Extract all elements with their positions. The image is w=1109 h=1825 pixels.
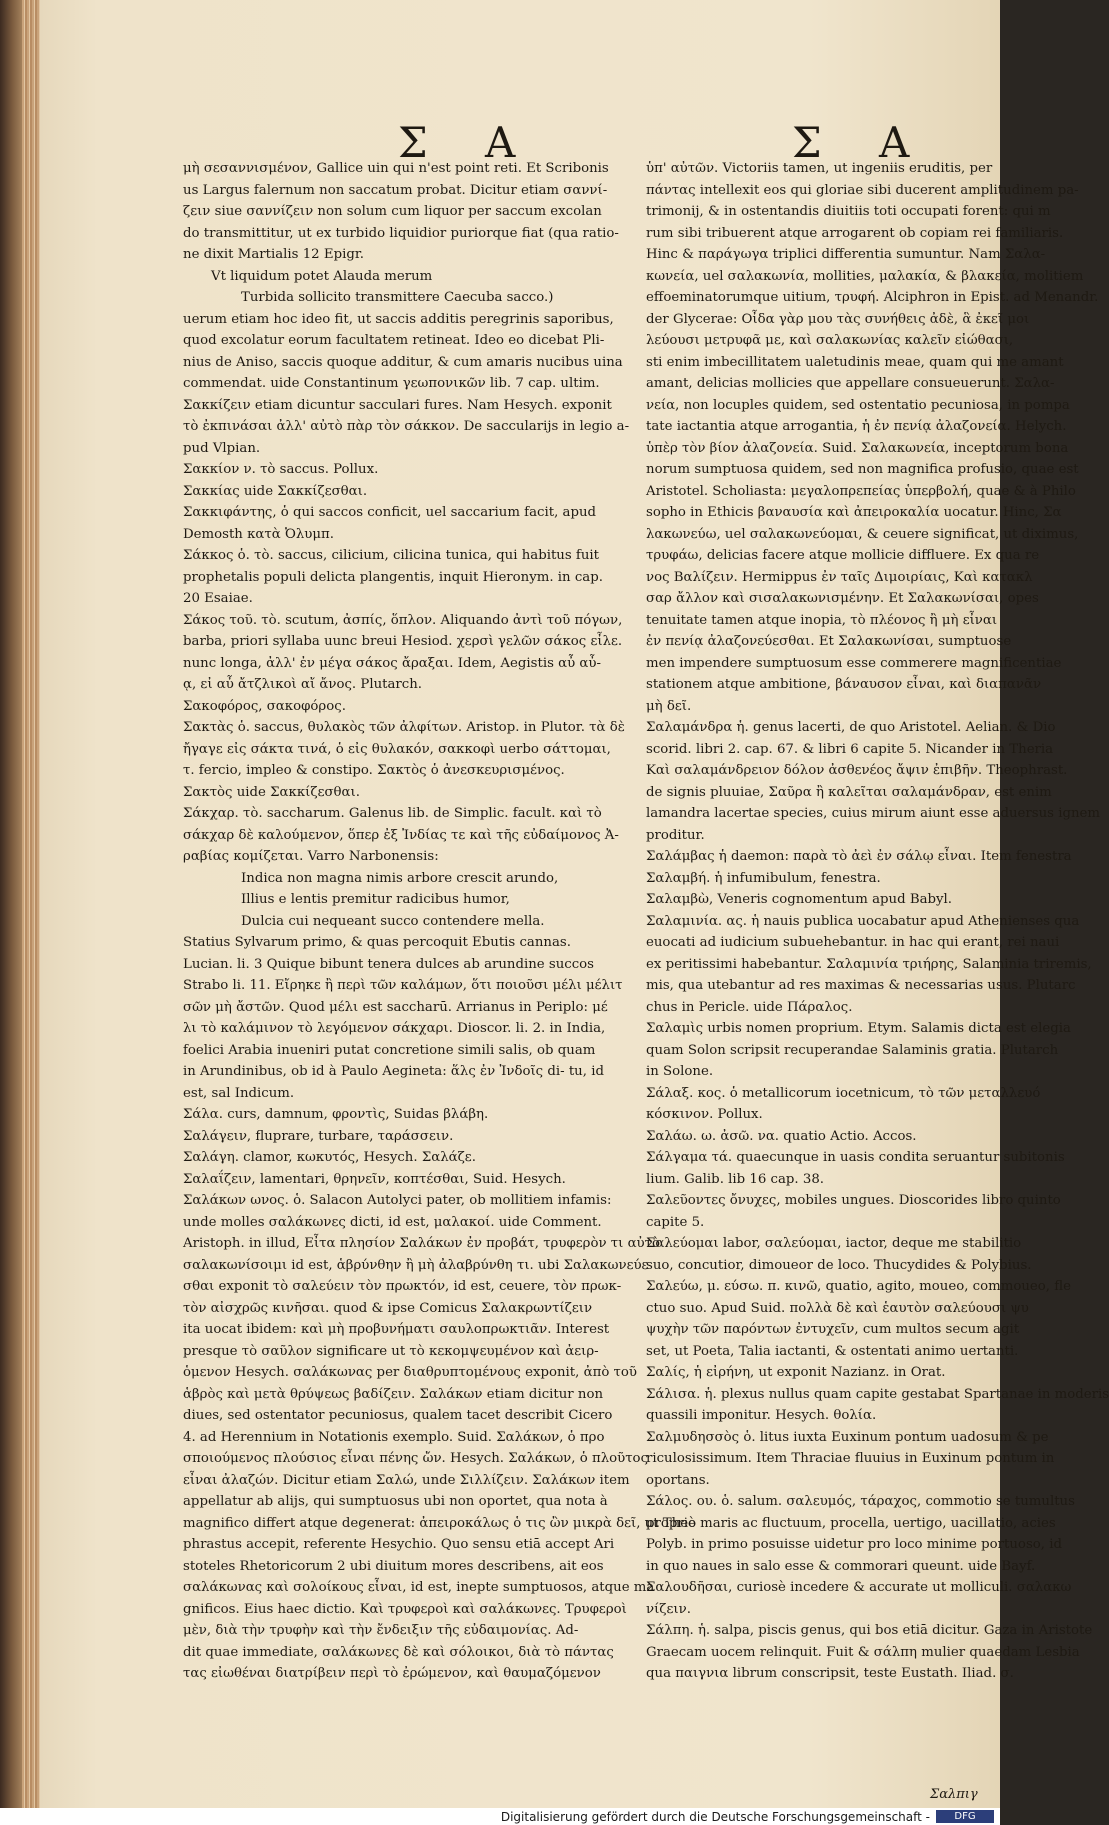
text-line: ctuo suo. Apud Suid. πολλὰ δὲ καὶ ἑαυτὸν σαλεύουσι ψυ bbox=[646, 1300, 1029, 1316]
text-line: ita uocat ibidem: καὶ μὴ προβυνήματι σαυλοπρωκτιᾶν. Interest bbox=[183, 1322, 610, 1337]
text-line: ex peritissimi habebantur. Σαλαμινία τριήρης, Salaminia triremis, bbox=[646, 956, 1092, 972]
running-header-right: Σ Α bbox=[792, 118, 932, 167]
text-line: ἁβρὸς καὶ μετὰ θρύψεως βαδίζειν. Σαλάκων etiam dicitur non bbox=[183, 1386, 604, 1402]
text-line: effoeminatorumque uitium, τρυφή. Alciphron in Epist. ad Menandr. bbox=[646, 290, 1099, 305]
text-line: tate iactantia atque arrogantia, ἡ ἐν πενίᾳ ἀλαζονεία. Helych. bbox=[646, 419, 1067, 434]
text-line: Σαλαΐζειν, lamentari, θρηνεῖν, κοπτέσθαι, Suid. Hesych. bbox=[183, 1171, 566, 1187]
running-header-left: Σ Α bbox=[398, 118, 538, 167]
text-line: Σάλος. ου. ὁ. salum. σαλευμός, τάραχος, commotio se tumultus bbox=[646, 1494, 1075, 1509]
text-line: sti enim imbecillitatem ualetudinis meae, quam qui me amant bbox=[646, 354, 1064, 370]
text-line: Indica non magna nimis arbore crescit arundo, bbox=[241, 870, 559, 886]
text-line: σαλάκωνας καὶ σολοίκους εἶναι, id est, inepte sumptuosos, atque ma bbox=[183, 1580, 655, 1595]
text-line: der Glycerae: Οἶδα γὰρ μου τὰς συνήθεις ἀδὲ, ἃ ἐκεῖ μοι bbox=[646, 311, 1030, 327]
text-line: barba, priori syllaba uunc breui Hesiod. χερσὶ γελῶν σάκος εἶλε. bbox=[183, 634, 623, 649]
text-line: quod excolatur eorum facultatem retineat. Ideo eo dicebat Pli- bbox=[183, 333, 605, 348]
text-line: τας εἰωθέναι διατρίβειν περὶ τὸ ἐρώμενον, καὶ θαυμαζόμενον bbox=[183, 1666, 601, 1681]
text-line: ζειν siue σαννίζειν non solum cum liquor per saccum excolan bbox=[183, 204, 602, 219]
text-line: ἐν πενίᾳ ἀλαζονεύεσθαι. Et Σαλακωνίσαι, sumptuose bbox=[646, 634, 1012, 649]
text-line: gnificos. Eius haec dictio. Καὶ τρυφεροὶ καὶ σαλάκωνες. Τρυφεροὶ bbox=[183, 1601, 627, 1617]
text-line: Σάλαξ. κος. ὁ metallicorum iocetnicum, τὸ τῶν μεταλλευό bbox=[646, 1085, 1041, 1101]
scanned-page bbox=[40, 0, 1109, 1808]
text-line: σαρ ἄλλον καὶ σισαλακωνισμένην. Et Σαλακωνίσαι, opes bbox=[646, 591, 1039, 606]
text-line: Σάλα. curs, damnum, φροντὶς, Suidas βλάβη. bbox=[183, 1107, 489, 1122]
text-line: Lucian. li. 3 Quique bibunt tenera dulces ab arundine succos bbox=[183, 956, 595, 972]
text-line: us Largus falernum non saccatum probat. Dicitur etiam σαννί- bbox=[183, 182, 608, 198]
text-line: Σακκίον ν. τὸ saccus. Pollux. bbox=[183, 462, 379, 477]
text-line: Σακτὰς ὁ. saccus, θυλακὸς τῶν ἀλφίτων. Aristop. in Plutor. τὰ δὲ bbox=[183, 720, 625, 735]
text-line: Σαλαμάνδρα ἡ. genus lacerti, de quo Aristotel. Aelian. & Dio bbox=[646, 720, 1056, 735]
footer-funding-text: Digitalisierung gefördert durch die Deutsche Forschungsgemeinschaft - bbox=[500, 1810, 930, 1824]
text-line: Graecam uocem relinquit. Fuit & σάλπη mulier quaedam Lesbia bbox=[646, 1644, 1080, 1660]
text-line: qua παιγνια librum conscripsit, teste Eustath. Iliad. σ. bbox=[646, 1666, 1014, 1681]
text-line: euocati ad iudicium subuehebantur. in hac qui erant, rei naui bbox=[646, 935, 1060, 950]
text-line: de signis pluuiae, Σαῦρα ἢ καλεῖται σαλαμάνδραν, est enim bbox=[646, 784, 1052, 800]
book-spine bbox=[0, 0, 22, 1825]
text-line: propriè maris ac fluctuum, procella, uertigo, uacillatio, acies bbox=[646, 1515, 1056, 1531]
text-line: Σαλουδῆσαι, curiosè incedere & accurate ut molliculi. σαλακω bbox=[646, 1580, 1072, 1595]
text-line: nunc longa, ἀλλ' ἐν μέγα σάκος ἄραξαι. Idem, Aegistis αὖ αὖ- bbox=[183, 655, 601, 671]
text-line: do transmittitur, ut ex turbido liquidior puriorque fiat (qua ratio- bbox=[183, 225, 619, 241]
text-line: Statius Sylvarum primo, & quas percoquit Ebutis cannas. bbox=[183, 935, 571, 950]
text-line: μὴ σεσαννισμένον, Gallice uin qui n'est point reti. Et Scribonis bbox=[183, 161, 609, 176]
text-line: 4. ad Herennium in Notationis exemplo. Suid. Σαλάκων, ὁ προ bbox=[183, 1429, 605, 1445]
text-line: Σακκίας uide Σακκίζεσθαι. bbox=[183, 483, 368, 499]
text-line: scorid. libri 2. cap. 67. & libri 6 capite 5. Nicander in Theria bbox=[646, 741, 1054, 757]
text-line: tenuitate tamen atque inopia, τὸ πλέονος ἢ μὴ εἶναι bbox=[646, 612, 998, 628]
text-line: σθαι exponit τὸ σαλεύειν τὸν πρωκτόν, id est, ceuere, τὸν πρωκ- bbox=[183, 1279, 622, 1294]
text-line: Σαλαμινία. ας. ἡ nauis publica uocabatur apud Athenienses qua bbox=[646, 913, 1080, 929]
text-line: ne dixit Martialis 12 Epigr. bbox=[183, 247, 364, 262]
text-line: Dulcia cui nequeant succo contendere mella. bbox=[241, 913, 545, 929]
text-line: πάντας intellexit eos qui gloriae sibi ducerent amplitudinem pa- bbox=[646, 182, 1079, 198]
text-line: Σάλισα. ἡ. plexus nullus quam capite gestabat Spartanae in moderis bbox=[646, 1386, 1109, 1402]
text-line: magnifico differt atque degenerat: ἀπειροκάλως ὁ τις ὢν μικρὰ δεῖ, ut Theo bbox=[183, 1515, 697, 1531]
text-line: oportans. bbox=[646, 1472, 710, 1488]
text-line: Σαλαμβὼ, Veneris cognomentum apud Babyl. bbox=[646, 892, 953, 907]
text-line: pud Vlpian. bbox=[183, 440, 261, 456]
text-line: νος Βαλίζειν. Hermippus ἐν ταῖς Διμοιρίαις, Καὶ κατακλ bbox=[646, 569, 1033, 585]
dfg-logo: DFG bbox=[936, 1810, 994, 1823]
text-line: nius de Aniso, saccis quoque additur, & cum amaris nucibus uina bbox=[183, 354, 623, 370]
text-line: μὴ δεῖ. bbox=[646, 698, 692, 714]
text-line: Turbida sollicito transmittere Caecuba sacco.) bbox=[241, 290, 554, 305]
text-line: Σακτὸς uide Σακκίζεσθαι. bbox=[183, 784, 360, 800]
text-line: λακωνεύω, uel σαλακωνεύομαι, & ceuere significat, ut diximus, bbox=[646, 526, 1079, 542]
text-line: Σαλάγη. clamor, κωκυτός, Hesych. Σαλάζε. bbox=[183, 1150, 476, 1165]
text-line: Σάλγαμα τά. quaecunque in uasis condita seruantur subitonis bbox=[646, 1150, 1065, 1165]
text-line: trimonij, & in ostentandis diuitiis toti occupati forent: qui m bbox=[646, 204, 1051, 219]
text-line: Demosth κατὰ Ὀλυμπ. bbox=[183, 526, 334, 542]
text-line: Σαλάω. ω. ἀσῶ. να. quatio Actio. Accos. bbox=[646, 1128, 917, 1144]
text-line: stationem atque ambitione, βάναυσον εἶναι, καὶ διαπανᾶν bbox=[646, 677, 1042, 692]
text-line: λι τὸ καλάμινον τὸ λεγόμενον σάκχαρι. Dioscor. li. 2. in India, bbox=[183, 1021, 606, 1036]
text-line: stoteles Rhetoricorum 2 ubi diuitum mores describens, ait eos bbox=[183, 1558, 604, 1574]
text-line: Σακκιφάντης, ὁ qui saccos conficit, uel saccarium facit, apud bbox=[183, 505, 597, 520]
text-line: Σαλαμβή. ἡ infumibulum, fenestra. bbox=[646, 870, 881, 886]
text-line: amant, delicias mollicies que appellare consueuerunt. Σαλα- bbox=[646, 376, 1055, 391]
text-line: est, sal Indicum. bbox=[183, 1085, 295, 1101]
text-line: ὑπὲρ τὸν βίον ἀλαζονεία. Suid. Σαλακωνεία, inceptorum bona bbox=[646, 440, 1069, 456]
text-line: men impendere sumptuosum esse commerere magnificentiae bbox=[646, 655, 1062, 671]
text-line: lamandra lacertae species, cuius mirum aiunt esse aduersus ignem bbox=[646, 806, 1101, 821]
right-text-column bbox=[646, 158, 1109, 1685]
text-line: rum sibi tribuerent atque arrogarent ob copiam rei familiaris. bbox=[646, 225, 1064, 241]
text-line: riculosissimum. Item Thraciae fluuius in Euxinum pontum in bbox=[646, 1451, 1055, 1466]
text-line: ὑπ' αὐτῶν. Victoriis tamen, ut ingeniis eruditis, per bbox=[646, 161, 993, 176]
text-line: Aristotel. Scholiasta: μεγαλοπρεπείας ὑπερβολή, quae & à Philo bbox=[646, 483, 1076, 499]
text-line: Σαλάγειν, fluprare, turbare, ταράσσειν. bbox=[183, 1128, 454, 1144]
text-line: ψυχὴν τῶν παρόντων ἐντυχεῖν, cum multos secum agit bbox=[646, 1322, 1020, 1337]
text-line: μὲν, διὰ τὴν τρυφὴν καὶ τὴν ἔνδειξιν τῆς εὐδαιμονίας. Ad- bbox=[183, 1623, 579, 1638]
text-line: σποιούμενος πλούσιος εἶναι πένης ὤν. Hesych. Σαλάκων, ὁ πλοῦτος bbox=[183, 1451, 649, 1466]
text-line: ὁμενον Hesych. σαλάκωνας per διαθρυπτομένους exponit, ἀπὸ τοῦ bbox=[183, 1365, 637, 1380]
text-line: in Arundinibus, ob id à Paulo Aegineta: ἅλς ἐν Ἰνδοῖς di- tu, id bbox=[183, 1064, 604, 1079]
text-line: norum sumptuosa quidem, sed non magnifica profusio, quae est bbox=[646, 462, 1079, 477]
text-line: Σαλάκων ωνος. ὁ. Salacon Autolyci pater, ob mollitiem infamis: bbox=[183, 1193, 612, 1208]
text-line: ἤγαγε εἰς σάκτα τινά, ὁ εἰς θυλακόν, σακκοφὶ uerbo σάττομαι, bbox=[183, 741, 611, 757]
text-line: Polyb. in primo posuisse uidetur pro loco minime portuoso, id bbox=[646, 1537, 1062, 1552]
text-line: τὸ ἐκπινάσαι ἀλλ' αὐτὸ πὰρ τὸν σάκκον. De saccularijs in legio a- bbox=[183, 419, 630, 434]
text-line: sopho in Ethicis βαναυσία καὶ ἀπειροκαλία uocatur. Hinc, Σα bbox=[646, 505, 1062, 520]
text-line: suo, concutior, dimoueor de loco. Thucydides & Polybius. bbox=[646, 1257, 1032, 1273]
text-line: τὸν αἰσχρῶς κινῆσαι. quod & ipse Comicus Σαλακρωντίζειν bbox=[183, 1300, 593, 1316]
text-line: Σάκκος ὁ. τὸ. saccus, cilicium, cilicina tunica, qui habitus fuit bbox=[183, 548, 599, 563]
text-line: Σάκος τοῦ. τὸ. scutum, ἀσπίς, ὅπλον. Aliquando ἀντὶ τοῦ πόγων, bbox=[183, 612, 623, 628]
text-line: εἶναι ἀλαζών. Dicitur etiam Σαλώ, unde Σιλλίζειν. Σαλάκων item bbox=[183, 1472, 630, 1488]
text-line: Vt liquidum potet Alauda merum bbox=[211, 268, 433, 284]
text-line: Strabo li. 11. Εἴρηκε ἢ περὶ τῶν καλάμων, ὅτι ποιοῦσι μέλι μέλιτ bbox=[183, 978, 623, 993]
text-line: foelici Arabia inueniri putat concretione simili salis, ob quam bbox=[183, 1042, 596, 1058]
text-line: Illius e lentis premitur radicibus humor, bbox=[241, 892, 510, 907]
text-line: Σαλμυδησσὸς ὁ. litus iuxta Euxinum pontum uadosum & pe bbox=[646, 1429, 1049, 1445]
text-line: Σαλάμβας ἡ daemon: παρὰ τὸ ἀεὶ ἐν σάλῳ εἶναι. Item fenestra bbox=[646, 849, 1072, 864]
text-line: νίζειν. bbox=[646, 1601, 691, 1617]
text-line: uerum etiam hoc ideo fit, ut saccis additis peregrinis saporibus, bbox=[183, 311, 614, 327]
text-line: σῶν μὴ ἄστῶν. Quod μέλι est saccharū. Arrianus in Periplo: μέ bbox=[183, 999, 608, 1015]
text-line: Σαλεύομαι labor, σαλεύομαι, iactor, deque me stabilitio bbox=[646, 1236, 1022, 1251]
catchword: Σαλπιγ bbox=[930, 1787, 978, 1802]
text-line: Σακκίζειν etiam dicuntur sacculari fures. Nam Hesych. exponit bbox=[183, 397, 612, 413]
text-line: quassili imponitur. Hesych. θολία. bbox=[646, 1408, 877, 1423]
text-line: σάκχαρ δὲ καλούμενον, ὅπερ ἐξ Ἰνδίας τε καὶ τῆς εὐδαίμονος Ἀ- bbox=[183, 827, 619, 843]
text-line: dit quae immediate, σαλάκωνες δὲ καὶ σόλοικοι, διὰ τὸ πάντας bbox=[183, 1644, 614, 1660]
text-line: Σαλαμὶς urbis nomen proprium. Etym. Salamis dicta est elegia bbox=[646, 1021, 1071, 1036]
text-line: Σαλεύω, μ. εύσω. π. κινῶ, quatio, agito, moueo, commoueo, fle bbox=[646, 1279, 1071, 1294]
text-line: quam Solon scripsit recuperandae Salaminis gratia. Plutarch bbox=[646, 1042, 1059, 1058]
text-line: commendat. uide Constantinum γεωπονικῶν lib. 7 cap. ultim. bbox=[183, 376, 600, 391]
text-line: mis, qua utebantur ad res maximas & necessarias usus. Plutarc bbox=[646, 978, 1076, 993]
text-line: unde molles σαλάκωνες dicti, id est, μαλακοί. uide Comment. bbox=[183, 1214, 602, 1230]
text-line: capite 5. bbox=[646, 1214, 705, 1230]
text-line: chus in Pericle. uide Πάραλος. bbox=[646, 999, 853, 1015]
text-line: νεία, non locuples quidem, sed ostentatio pecuniosa, in pompa bbox=[646, 397, 1070, 413]
text-line: Σάκχαρ. τὸ. saccharum. Galenus lib. de Simplic. facult. καὶ τὸ bbox=[183, 806, 602, 821]
text-line: τ. fercio, impleo & constipo. Σακτὸς ὁ ἀνεσκευρισμένος. bbox=[183, 763, 565, 778]
text-line: lium. Galib. lib 16 cap. 38. bbox=[646, 1171, 825, 1187]
text-line: prophetalis populi delicta plangentis, inquit Hieronym. in cap. bbox=[183, 569, 603, 585]
text-line: Hinc & παράγωγα triplici differentia sumuntur. Nam Σαλα- bbox=[646, 247, 1046, 262]
text-line: ραβίας κομίζεται. Varro Narbonensis: bbox=[183, 849, 439, 864]
text-line: 20 Esaiae. bbox=[183, 591, 253, 606]
digitization-footer bbox=[0, 1808, 1000, 1825]
text-line: Καὶ σαλαμάνδρειον δόλον ἀσθενέος ἄψιν ἐπιβῆν. Theophrast. bbox=[646, 763, 1068, 778]
text-line: ᾳ, εἰ αὖ ἄτζλικοὶ αἴ ἄνος. Plutarch. bbox=[183, 677, 423, 692]
text-line: appellatur ab alijs, qui sumptuosus ubi non oportet, qua nota à bbox=[183, 1494, 608, 1509]
text-line: σαλακωνίσοιμι id est, ἁβρύνθην ἢ μὴ ἀλαβρύνθη τι. ubi Σαλακωνεύε bbox=[183, 1257, 649, 1273]
text-line: κόσκινον. Pollux. bbox=[646, 1107, 763, 1122]
page-edges bbox=[22, 0, 40, 1808]
text-line: diues, sed ostentator pecuniosus, qualem tacet describit Cicero bbox=[183, 1408, 613, 1423]
text-line: Σαλίς, ἡ εἰρήνη, ut exponit Nazianz. in Orat. bbox=[646, 1365, 946, 1380]
text-line: in quo naues in salo esse & commorari queunt. uide Bayf. bbox=[646, 1558, 1036, 1574]
text-line: Σαλεῦοντες ὄνυχες, mobiles ungues. Dioscorides libro quinto bbox=[646, 1193, 1061, 1208]
text-line: in Solone. bbox=[646, 1064, 714, 1079]
text-line: Σακοφόρος, σακοφόρος. bbox=[183, 698, 346, 714]
text-line: Aristoph. in illud, Εἶτα πλησίον Σαλάκων ἐν προβάτ, τρυφερὸν τι αὐτὸ bbox=[183, 1236, 661, 1251]
text-line: τρυφάω, delicias facere atque mollicie diffluere. Ex qua re bbox=[646, 548, 1040, 563]
text-line: phrastus accepit, referente Hesychio. Quo sensu etiā accept Ari bbox=[183, 1537, 615, 1552]
text-line: set, ut Poeta, Talia iactanti, & ostentati animo uertanti. bbox=[646, 1343, 1019, 1359]
text-line: Σάλπη. ἡ. salpa, piscis genus, qui bos etiā dicitur. Gaza in Aristote bbox=[646, 1623, 1093, 1638]
text-line: λεύουσι μετρυφᾶ με, καὶ σαλακωνίας καλεῖν εἰώθασι, bbox=[646, 333, 1014, 348]
text-line: proditur. bbox=[646, 827, 705, 843]
text-line: presque τὸ σαῦλον significare ut τὸ κεκομψευμένον καὶ ἀειρ- bbox=[183, 1343, 599, 1359]
text-line: κωνεία, uel σαλακωνία, mollities, μαλακία, & βλακεία, molitiem bbox=[646, 268, 1084, 284]
